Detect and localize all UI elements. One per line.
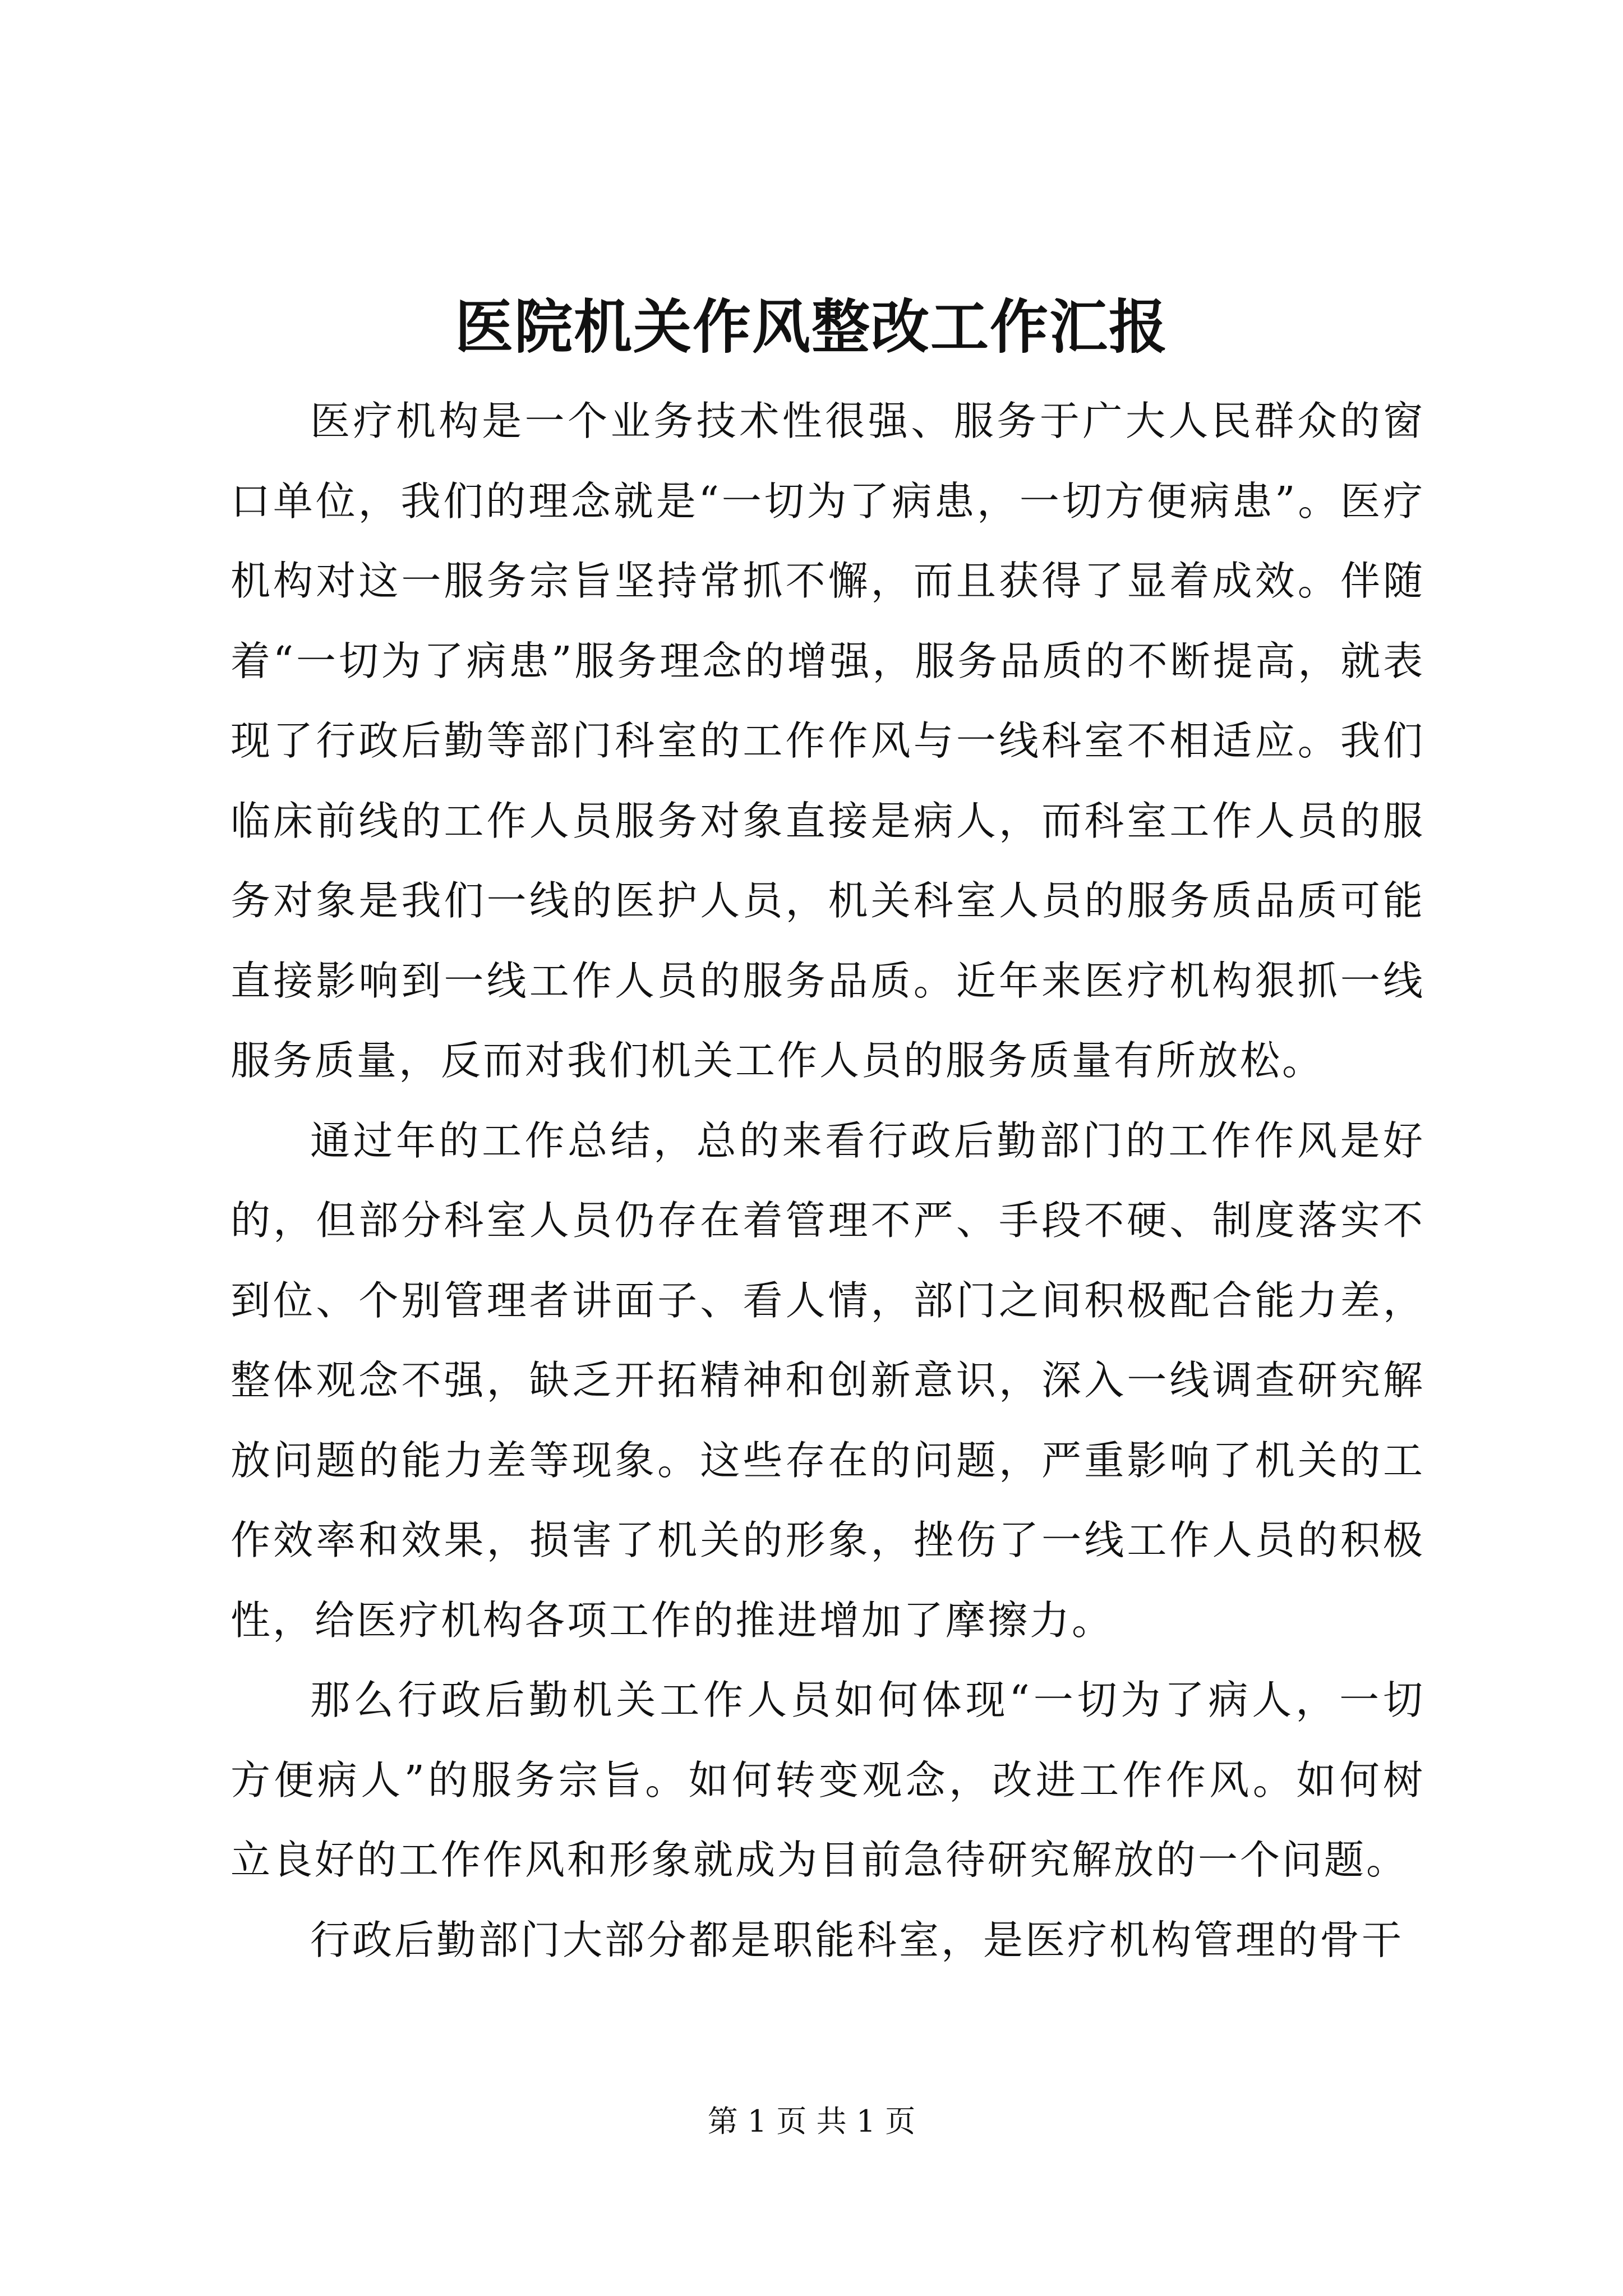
document-body [230, 381, 1425, 1980]
paragraph-3: 那么行政后勤机关工作人员如何体现“一切为了病人，一切方便病人”的服务宗旨。如何转变观念，改进工作作风。如何树立良好的工作作风和形象就成为目前急待研究解放的一个问题。 [230, 1677, 1425, 1883]
page-footer: 第 1 页 共 1 页 [707, 2104, 916, 2139]
paragraph-1: 医疗机构是一个业务技术性很强、服务于广大人民群众的窗口单位，我们的理念就是“一切为了病患，一切方便病患”。医疗机构对这一服务宗旨坚持常抓不懈，而且获得了显着成效。伴随着“一切为了病患”服务理念的增强，服务品质的不断提高，就表现了行政后勤等部门科室的工作作风与一线科室不相适应。我们临床前线的工作人员服务对象直接是病人，而科室工作人员的服务对象是我们一线的医护人员，机关科室人员的服务质品质可能直接影响到一线工作人员的服务品质。近年来医疗机构狠抓一线服务质量，反而对我们机关工作人员的服务质量有所放松。 [230, 398, 1425, 1084]
paragraph-4: 行政后勤部门大部分都是职能科室，是医疗机构管理的骨干 [310, 1916, 1404, 1963]
paragraph-2: 通过年的工作总结，总的来看行政后勤部门的工作作风是好的，但部分科室人员仍存在着管理不严、手段不硬、制度落实不到位、个别管理者讲面子、看人情，部门之间积极配合能力差，整体观念不强，缺乏开拓精神和创新意识，深入一线调查研究解放问题的能力差等现象。这些存在的问题，严重影响了机关的工作效率和效果，损害了机关的形象，挫伤了一线工作人员的积极性，给医疗机构各项工作的推进增加了摩擦力。 [230, 1117, 1425, 1644]
document-title: 医院机关作风整改工作汇报 [454, 292, 1168, 361]
